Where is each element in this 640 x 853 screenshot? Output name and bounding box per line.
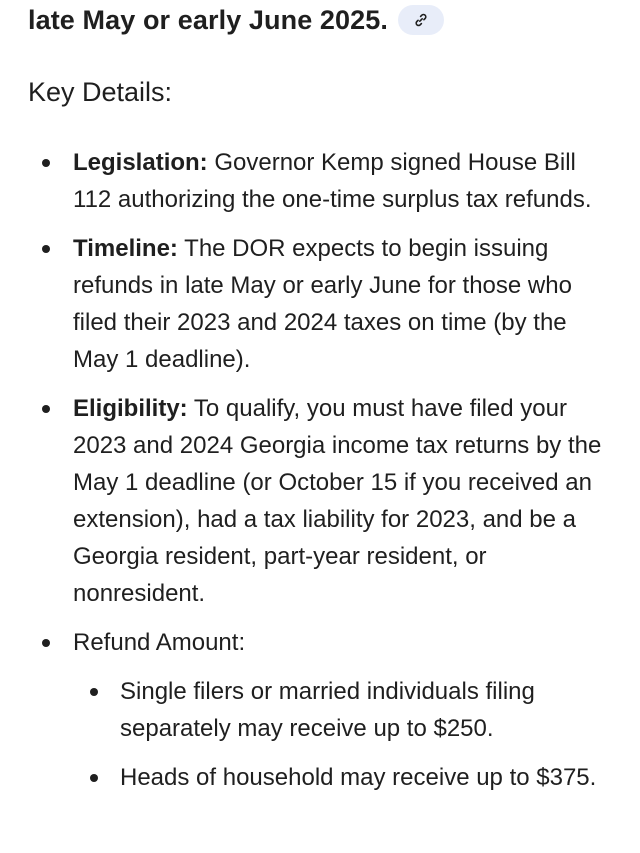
key-details-heading: Key Details:: [28, 77, 173, 107]
item-text: The DOR expects to begin issuing refunds in late May or early June for those who filed their 2023 and 2024 taxes on time (by the May 1 deadline).: [73, 235, 572, 373]
source-link-chip[interactable]: [398, 5, 444, 35]
key-details-list: [28, 144, 618, 808]
item-label: Timeline:: [73, 235, 178, 262]
item-label: Eligibility:: [73, 395, 188, 422]
list-item-timeline: [28, 230, 618, 378]
item-label: Legislation:: [73, 149, 208, 176]
list-item-eligibility: [28, 390, 618, 612]
list-item-legislation: [28, 144, 618, 218]
lead-text: late May or early June 2025.: [28, 4, 388, 35]
sub-item-single-filers: Single filers or married individuals filing separately may receive up to $250.: [73, 673, 618, 747]
item-text: To qualify, you must have filed your 2023 and 2024 Georgia income tax returns by the May 1 deadline (or October 15 if you received an extension), had a tax liability for 2023, and be a Georgia resident, part-year resident, or nonresident.: [73, 395, 602, 607]
link-icon: [413, 12, 429, 28]
item-label: Refund Amount:: [73, 629, 246, 656]
list-item-refund-amount: [28, 624, 618, 796]
refund-amount-sublist: [73, 673, 618, 796]
sub-item-heads-of-household: Heads of household may receive up to $375.: [73, 759, 618, 796]
item-text: Governor Kemp signed House Bill 112 authorizing the one-time surplus tax refunds.: [73, 149, 592, 213]
lead-sentence: [28, 0, 444, 40]
